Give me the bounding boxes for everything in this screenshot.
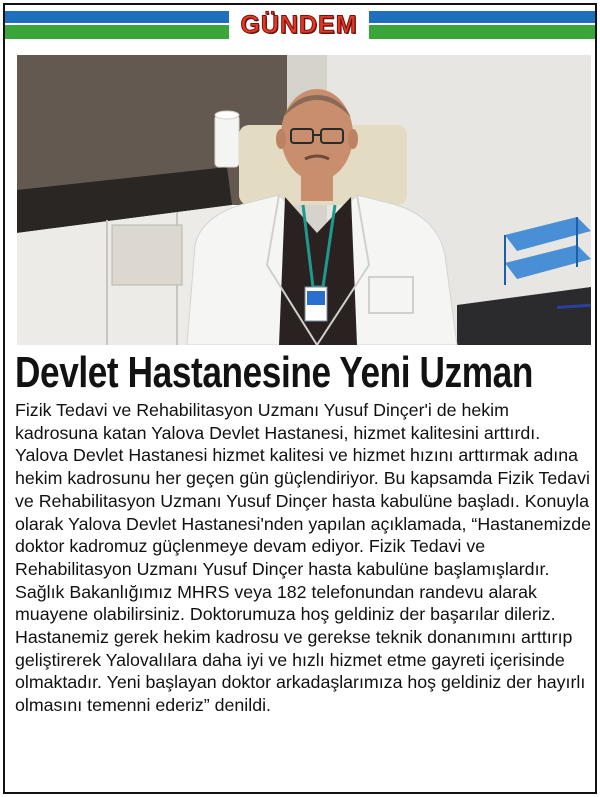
section-label: GÜNDEM <box>240 11 358 39</box>
article-lead: Fizik Tedavi ve Rehabilitasyon Uzmanı Yusuf Dinçer'i de hekim kadrosuna katan Yalova Devlet Hastanesi, hizmet kalitesini arttırdı. <box>15 400 541 443</box>
news-clipping <box>3 3 597 794</box>
section-banner <box>5 9 595 43</box>
article-paragraph: Yalova Devlet Hastanesi hizmet kalitesi ve hizmet hızını arttırmak adına hekim kadrosunu her geçen gün güçlendiriyor. Bu kapsamda Fizik Tedavi ve Rehabilitasyon Uzmanı Yusuf Dinçer hasta kabulüne başladı. Konuyla olarak Yalova Devlet Hastanesi'nden yapılan açıklamada, “Hastanemizde doktor kadromuz güçlenmeye devam ediyor. Fizik Tedavi ve Rehabilitasyon Uzmanı Yusuf Dinçer hasta kabulüne başlamışlardır. Sağlık Bakanlığımız MHRS veya 182 telefonundan randevu alarak muayene olabilirsiniz. Doktorumuza hoş geldiniz der başarılar dileriz. Hastanemiz gerek hekim kadrosu ve gerekse teknik donanımını arttırıp geliştirerek Yalovalılara daha iyi ve hızlı hizmet etme gayreti içerisinde olmaktadır. Yeni başlayan doktor arkadaşlarımıza hoş geldiniz der hayırlı olmasını temenni ederiz” denildi. <box>15 445 592 716</box>
box <box>112 225 182 285</box>
paper-roll <box>215 115 239 167</box>
article-headline: Devlet Hastanesine Yeni Uzman <box>15 348 533 397</box>
article-photo <box>17 55 591 345</box>
article-body <box>15 399 595 717</box>
